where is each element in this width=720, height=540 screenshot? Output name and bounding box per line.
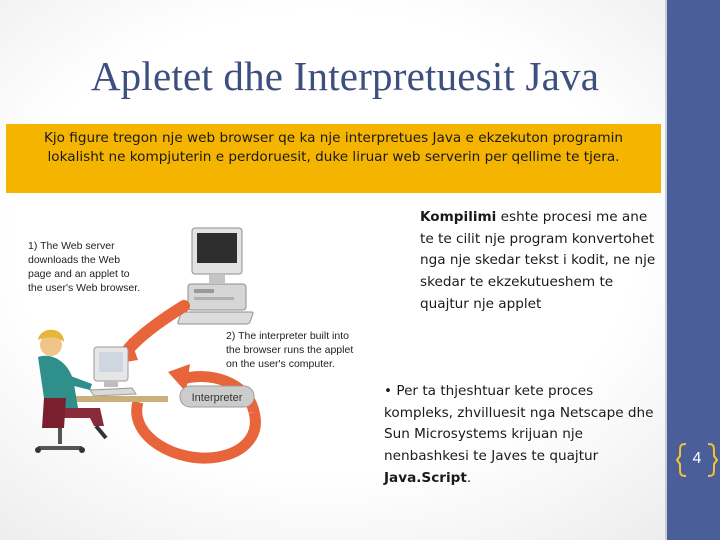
step2-line-2: the browser runs the applet [226,344,354,356]
caption-banner: Kjo figure tregon nje web browser qe ka nje interpretues Java e ekzekuton programin lokalisht ne kompjuterin e perdoruesit, duke liruar web serverin per qellime te tjera. [6,124,661,193]
term-kompilimi: Kompilimi [420,209,497,225]
step1-line-1: 1) The Web server [28,240,115,252]
page-number: 4 [692,450,702,467]
step1-line-4: the user's Web browser. [28,282,141,294]
term-javascript: Java.Script [384,469,467,486]
interpreter-label: Interpreter [191,392,243,404]
compilation-paragraph [420,207,660,316]
javascript-period: . [466,469,472,486]
step2-line-3: on the user's computer. [226,358,335,370]
step1-line-2: downloads the Web [28,254,121,266]
step2-line-1: 2) The interpreter built into [226,330,349,342]
applet-illustration [8,212,378,474]
interpreter-cycle-arrow [137,364,256,458]
page-number-badge [676,440,718,480]
compilation-text: eshte procesi me ane te te cilit nje program konvertohet nga nje skedar tekst i kodit, ne nje skedar te ekzekutueshem te quajtur nje applet [420,209,656,312]
step1-line-3: page and an applet to [28,268,130,280]
bullet-glyph: • [384,383,393,399]
javascript-text: Per ta thjeshtuar kete proces kompleks, zhvilluesit nga Netscape dhe Sun Microsystems krijuan nje nenbashkesi te Javes te quajtur [384,383,654,465]
interpreter-pill [180,386,254,407]
slide-title: Apletet dhe Interpretuesit Java [90,53,600,99]
javascript-paragraph [384,381,654,490]
illustration-svg [8,212,378,474]
